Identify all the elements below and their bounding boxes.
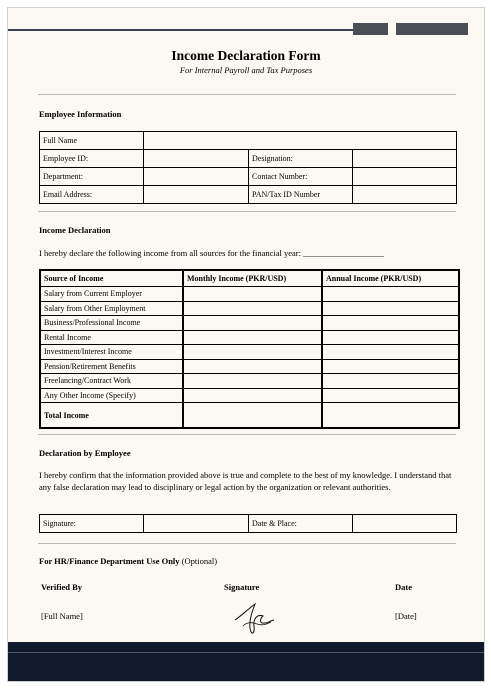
contact-number-field[interactable] xyxy=(353,168,457,186)
declaration-heading: Declaration by Employee xyxy=(39,448,131,458)
table-row xyxy=(40,186,457,204)
total-row xyxy=(40,403,459,429)
date-placeholder: [Date] xyxy=(395,611,417,621)
declaration-signature-table xyxy=(39,514,457,533)
table-row xyxy=(40,316,459,331)
income-intro-text: I hereby declare the following income from all sources for the financial year: ___________________ xyxy=(39,248,384,258)
designation-label: Designation: xyxy=(249,150,353,168)
annual-income-cell[interactable] xyxy=(322,388,459,403)
full-name-placeholder: [Full Name] xyxy=(41,611,83,621)
page-title: Income Declaration Form xyxy=(171,48,321,63)
handwritten-signature xyxy=(233,596,275,640)
email-label: Email Address: xyxy=(40,186,144,204)
full-name-label: Full Name xyxy=(40,132,144,150)
declaration-text: I hereby confirm that the information provided above is true and complete to the best of my knowledge. I understand that any false declaration may lead to disciplinary or legal action by the organization or relevant authorities. xyxy=(39,470,452,492)
income-table xyxy=(39,269,460,429)
contact-number-label: Contact Number: xyxy=(249,168,353,186)
header-tab-small xyxy=(353,23,388,35)
page-subtitle: For Internal Payroll and Tax Purposes xyxy=(179,65,313,75)
income-declaration-heading: Income Declaration xyxy=(39,225,111,235)
verified-by-label: Verified By xyxy=(41,582,83,592)
monthly-income-cell[interactable] xyxy=(183,388,322,403)
employee-info-table xyxy=(39,131,457,204)
table-row xyxy=(40,359,459,374)
annual-income-cell[interactable] xyxy=(322,316,459,331)
divider xyxy=(38,94,456,95)
monthly-income-cell[interactable] xyxy=(183,316,322,331)
monthly-income-cell[interactable] xyxy=(183,301,322,316)
pan-tax-id-field[interactable] xyxy=(353,186,457,204)
income-source-label: Freelancing/Contract Work xyxy=(40,374,183,389)
divider xyxy=(38,211,456,212)
hr-heading-text: For HR/Finance Department Use Only xyxy=(39,556,180,566)
monthly-income-cell[interactable] xyxy=(183,287,322,302)
annual-income-cell[interactable] xyxy=(322,301,459,316)
footer-stripe xyxy=(8,652,484,653)
employee-id-field[interactable] xyxy=(144,150,249,168)
divider xyxy=(38,543,456,544)
table-row xyxy=(40,132,457,150)
annual-income-cell[interactable] xyxy=(322,287,459,302)
header-tab-large xyxy=(396,23,468,35)
column-header: Monthly Income (PKR/USD) xyxy=(183,270,322,287)
email-field[interactable] xyxy=(144,186,249,204)
full-name-field[interactable] xyxy=(144,132,457,150)
employee-info-heading: Employee Information xyxy=(39,109,122,119)
table-row xyxy=(40,168,457,186)
hr-heading-note: (Optional) xyxy=(181,556,218,566)
department-field[interactable] xyxy=(144,168,249,186)
annual-income-cell[interactable] xyxy=(322,374,459,389)
income-source-label: Salary from Current Employer xyxy=(40,287,183,302)
table-row xyxy=(40,301,459,316)
annual-income-cell[interactable] xyxy=(322,330,459,345)
annual-income-cell[interactable] xyxy=(322,345,459,360)
total-monthly-cell[interactable] xyxy=(183,403,322,429)
column-header: Annual Income (PKR/USD) xyxy=(322,270,459,287)
monthly-income-cell[interactable] xyxy=(183,359,322,374)
total-income-label: Total Income xyxy=(40,403,183,429)
column-header: Source of Income xyxy=(40,270,183,287)
income-source-label: Rental Income xyxy=(40,330,183,345)
income-source-label: Business/Professional Income xyxy=(40,316,183,331)
date-place-label: Date & Place: xyxy=(249,515,353,533)
signature-label: Signature: xyxy=(40,515,144,533)
table-row xyxy=(40,330,459,345)
hr-date-label: Date xyxy=(395,582,412,592)
table-row xyxy=(40,388,459,403)
designation-field[interactable] xyxy=(353,150,457,168)
income-source-label: Investment/Interest Income xyxy=(40,345,183,360)
hr-heading xyxy=(39,556,217,566)
table-header-row xyxy=(40,270,459,287)
total-annual-cell[interactable] xyxy=(322,403,459,429)
income-source-label: Pension/Retirement Benefits xyxy=(40,359,183,374)
income-source-label: Salary from Other Employment xyxy=(40,301,183,316)
monthly-income-cell[interactable] xyxy=(183,345,322,360)
signature-field[interactable] xyxy=(144,515,249,533)
table-row xyxy=(40,345,459,360)
divider xyxy=(38,434,456,435)
monthly-income-cell[interactable] xyxy=(183,330,322,345)
footer-band xyxy=(8,642,484,681)
monthly-income-cell[interactable] xyxy=(183,374,322,389)
annual-income-cell[interactable] xyxy=(322,359,459,374)
pan-tax-id-label: PAN/Tax ID Number xyxy=(249,186,353,204)
employee-id-label: Employee ID: xyxy=(40,150,144,168)
table-row xyxy=(40,515,457,533)
table-row xyxy=(40,287,459,302)
date-place-field[interactable] xyxy=(353,515,457,533)
income-source-label: Any Other Income (Specify) xyxy=(40,388,183,403)
table-row xyxy=(40,374,459,389)
form-page xyxy=(7,7,485,682)
hr-signature-label: Signature xyxy=(224,582,260,592)
table-row xyxy=(40,150,457,168)
header-line xyxy=(8,29,357,31)
department-label: Department: xyxy=(40,168,144,186)
